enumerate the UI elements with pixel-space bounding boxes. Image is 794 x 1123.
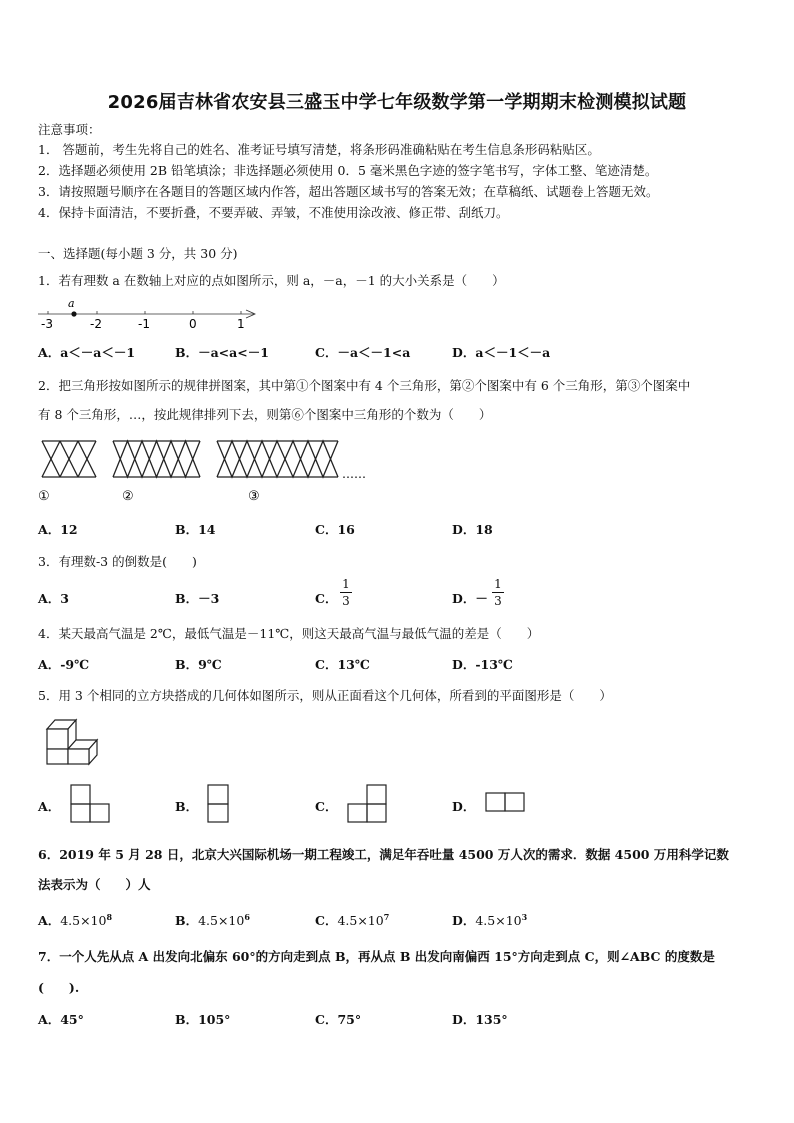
option-d: D．18 <box>452 522 493 537</box>
triangle-pattern-figure <box>38 438 378 508</box>
fraction-numerator: 1 <box>342 577 350 591</box>
question-4-stem: 4．某天最高气温是 2℃，最低气温是－11℃，则这天最高气温与最低气温的差是（ ） <box>38 626 540 641</box>
option-a: A．$4.5\times 10^8$ <box>38 911 113 928</box>
question-6-stem: 法表示为（ ）人 <box>38 877 151 892</box>
question-7-stem: ( ). <box>38 980 80 995</box>
option-d: D．－ <box>452 591 488 606</box>
section-heading: 一、选择题(每小题 3 分，共 30 分) <box>38 246 238 261</box>
tick-label: 1 <box>237 317 245 331</box>
tick-label: -2 <box>90 317 102 331</box>
option-c: C．13℃ <box>315 657 370 672</box>
question-6-stem: 6．2019 年 5 月 28 日，北京大兴国际机场一期工程竣工，满足年吞吐量 4500 万人次的需求．数据 4500 万用科学记数 <box>38 847 729 862</box>
fraction-denominator: 3 <box>342 594 350 608</box>
option-d: D．$4.5\times 10^3$ <box>452 911 528 928</box>
tick-label: 0 <box>189 317 197 331</box>
pattern-label: ② <box>122 489 134 504</box>
question-7-stem: 7．一个人先从点 A 出发向北偏东 60°的方向走到点 B，再从点 B 出发向南偏西 15°方向走到点 C，则∠ABC 的度数是 <box>38 949 715 964</box>
fraction-one-third <box>492 577 504 608</box>
option-d: D．135° <box>452 1012 508 1027</box>
option-a: A．3 <box>38 591 69 606</box>
tick-label: -3 <box>41 317 53 331</box>
view-option-b-shape <box>207 784 231 824</box>
fraction-numerator: 1 <box>494 577 502 591</box>
notice-heading: 注意事项： <box>38 122 101 137</box>
cube-solid-figure <box>44 716 104 768</box>
page-title: 2026届吉林省农安县三盛玉中学七年级数学第一学期期末检测模拟试题 <box>107 92 687 113</box>
question-3-stem: 3．有理数-3 的倒数是( ) <box>38 554 197 569</box>
option-a: A．-9℃ <box>38 657 90 672</box>
option-c: C． <box>315 591 338 606</box>
option-c: C．－a＜－1<a <box>315 345 411 360</box>
option-b: B．105° <box>175 1012 231 1027</box>
question-2-stem: 2．把三角形按如图所示的规律拼图案，其中第①个图案中有 4 个三角形，第②个图案中有 6 个三角形，第③个图案中 <box>38 378 691 393</box>
option-b: B．14 <box>175 522 216 537</box>
option-c: C．16 <box>315 522 355 537</box>
option-c: C． <box>315 799 338 814</box>
view-option-a-shape <box>70 784 112 824</box>
notice-item: 2．选择题必须使用 2B 铅笔填涂；非选择题必须使用 0．5 毫米黑色字迹的签字笔书写，字体工整、笔迹清楚。 <box>38 163 658 178</box>
option-b: B．$4.5\times 10^6$ <box>175 911 250 928</box>
number-line-figure <box>34 296 264 332</box>
tick-label: -1 <box>138 317 150 331</box>
pattern-label: ① <box>38 489 50 504</box>
option-a: A． <box>38 799 61 814</box>
option-b: B． <box>175 799 199 814</box>
point-a-label: a <box>68 297 75 310</box>
option-a: A．45° <box>38 1012 84 1027</box>
fraction-denominator: 3 <box>494 594 502 608</box>
notice-item: 1． 答题前，考生先将自己的姓名、准考证号填写清楚，将条形码准确粘贴在考生信息条形码粘贴区。 <box>38 142 600 157</box>
question-2-stem: 有 8 个三角形，…，按此规律排列下去，则第⑥个图案中三角形的个数为（ ） <box>38 407 492 422</box>
option-c: C．$4.5\times 10^7$ <box>315 911 390 928</box>
option-b: B．－3 <box>175 591 220 606</box>
option-d: D． <box>452 799 476 814</box>
question-1-stem: 1．若有理数 a 在数轴上对应的点如图所示，则 a，－a，－1 的大小关系是（ ） <box>38 273 505 288</box>
view-option-d-shape <box>485 792 527 814</box>
ellipsis: …… <box>342 467 366 481</box>
option-b: B．9℃ <box>175 657 222 672</box>
view-option-c-shape <box>347 784 389 824</box>
notice-item: 4．保持卡面清洁，不要折叠，不要弄破、弄皱，不准使用涂改液、修正带、刮纸刀。 <box>38 205 509 220</box>
fraction-one-third <box>340 577 352 608</box>
option-c: C．75° <box>315 1012 362 1027</box>
option-d: D．a＜－1＜－a <box>452 345 551 360</box>
notice-item: 3．请按照题号顺序在各题目的答题区域内作答，超出答题区域书写的答案无效；在草稿纸、试题卷上答题无效。 <box>38 184 659 199</box>
question-5-stem: 5．用 3 个相同的立方块搭成的几何体如图所示，则从正面看这个几何体，所看到的平面图形是（ ） <box>38 688 612 703</box>
option-b: B．－a<a<－1 <box>175 345 269 360</box>
option-a: A．a＜－a＜－1 <box>38 345 136 360</box>
option-a: A．12 <box>38 522 78 537</box>
option-d: D．-13℃ <box>452 657 513 672</box>
pattern-label: ③ <box>248 489 260 504</box>
